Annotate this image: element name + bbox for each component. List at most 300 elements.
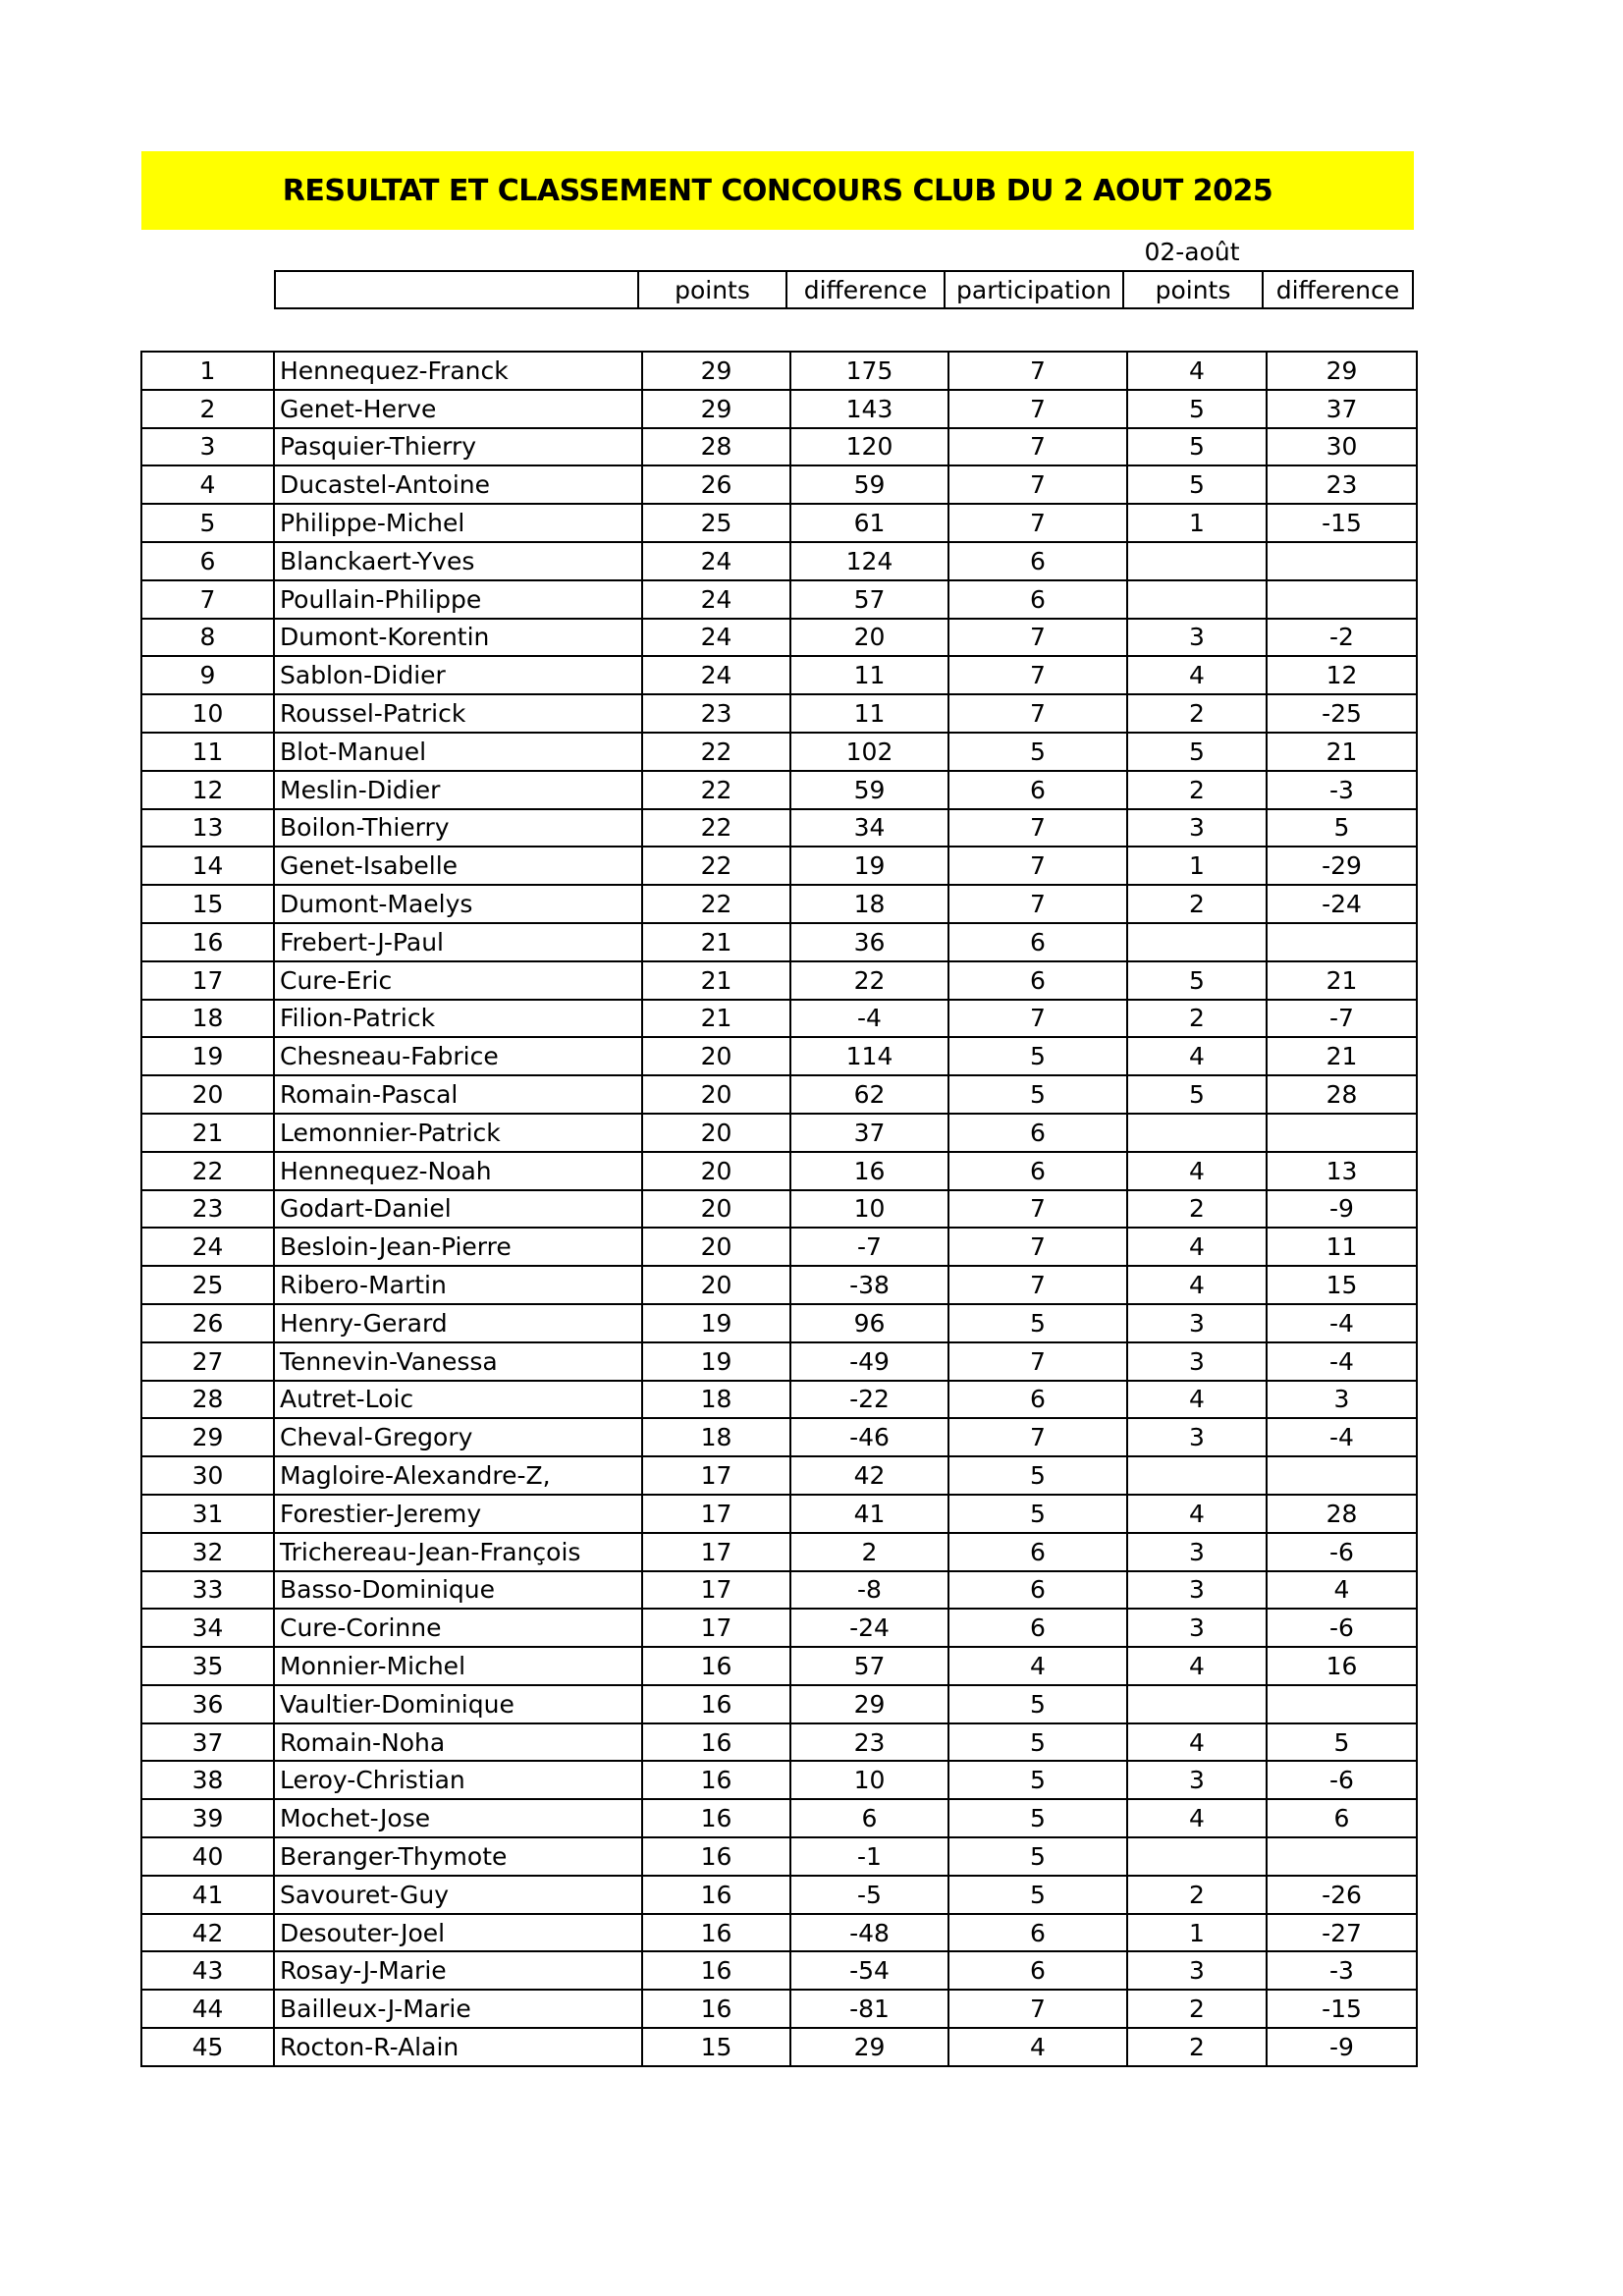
total-points-cell: 16 (642, 1799, 790, 1837)
participation-cell: 5 (948, 1495, 1127, 1533)
participation-cell: 4 (948, 2028, 1127, 2066)
rank-cell: 32 (141, 1533, 274, 1571)
total-points-cell: 22 (642, 847, 790, 885)
total-points-cell: 20 (642, 1114, 790, 1152)
total-difference-cell: -38 (790, 1266, 948, 1304)
player-name-cell: Basso-Dominique (274, 1571, 642, 1610)
player-name-cell: Ducastel-Antoine (274, 465, 642, 504)
rank-cell: 36 (141, 1685, 274, 1723)
total-points-cell: 26 (642, 465, 790, 504)
day-difference-cell: -9 (1267, 1190, 1417, 1229)
total-difference-cell: 18 (790, 885, 948, 923)
player-name-cell: Vaultier-Dominique (274, 1685, 642, 1723)
total-points-cell: 16 (642, 1914, 790, 1952)
table-row (141, 1647, 1417, 1685)
participation-cell: 7 (948, 847, 1127, 885)
rank-cell: 25 (141, 1266, 274, 1304)
player-name-cell: Genet-Herve (274, 390, 642, 428)
player-name-cell: Trichereau-Jean-François (274, 1533, 642, 1571)
participation-cell: 5 (948, 1761, 1127, 1799)
rank-cell: 44 (141, 1990, 274, 2028)
table-row (141, 847, 1417, 885)
total-difference-cell: -81 (790, 1990, 948, 2028)
total-difference-cell: 6 (790, 1799, 948, 1837)
player-name-cell: Romain-Noha (274, 1723, 642, 1762)
total-difference-cell: 34 (790, 809, 948, 847)
player-name-cell: Cheval-Gregory (274, 1418, 642, 1456)
day-difference-cell: -9 (1267, 2028, 1417, 2066)
total-points-cell: 18 (642, 1381, 790, 1419)
day-points-cell: 2 (1127, 771, 1267, 809)
table-row (141, 390, 1417, 428)
participation-cell: 7 (948, 1990, 1127, 2028)
rank-cell: 4 (141, 465, 274, 504)
day-difference-cell: 29 (1267, 352, 1417, 390)
total-difference-cell: 2 (790, 1533, 948, 1571)
day-points-cell: 2 (1127, 1190, 1267, 1229)
day-difference-cell: 15 (1267, 1266, 1417, 1304)
player-name-cell: Poullain-Philippe (274, 580, 642, 619)
participation-cell: 5 (948, 1837, 1127, 1876)
total-points-cell: 22 (642, 885, 790, 923)
total-points-cell: 22 (642, 771, 790, 809)
table-row (141, 1876, 1417, 1914)
participation-cell: 7 (948, 390, 1127, 428)
participation-cell: 6 (948, 1609, 1127, 1647)
participation-cell: 7 (948, 1190, 1127, 1229)
day-difference-cell: 13 (1267, 1152, 1417, 1190)
table-row (141, 1799, 1417, 1837)
total-difference-cell: -46 (790, 1418, 948, 1456)
day-difference-cell: -6 (1267, 1609, 1417, 1647)
day-difference-cell: 37 (1267, 390, 1417, 428)
participation-cell: 7 (948, 504, 1127, 542)
rank-cell: 41 (141, 1876, 274, 1914)
day-points-cell: 5 (1127, 465, 1267, 504)
day-points-cell: 2 (1127, 694, 1267, 733)
total-points-cell: 16 (642, 1723, 790, 1762)
total-difference-cell: 29 (790, 1685, 948, 1723)
participation-cell: 6 (948, 961, 1127, 1000)
total-difference-cell: -7 (790, 1228, 948, 1266)
rank-cell: 31 (141, 1495, 274, 1533)
total-difference-cell: 175 (790, 352, 948, 390)
day-points-cell: 3 (1127, 1761, 1267, 1799)
total-points-cell: 21 (642, 961, 790, 1000)
player-name-cell: Philippe-Michel (274, 504, 642, 542)
table-row (141, 1037, 1417, 1075)
total-points-cell: 20 (642, 1190, 790, 1229)
day-points-cell: 5 (1127, 1075, 1267, 1114)
day-points-cell: 3 (1127, 1951, 1267, 1990)
player-name-cell: Tennevin-Vanessa (274, 1342, 642, 1381)
participation-cell: 5 (948, 1075, 1127, 1114)
day-points-cell: 5 (1127, 390, 1267, 428)
participation-cell: 5 (948, 733, 1127, 771)
player-name-cell: Hennequez-Franck (274, 352, 642, 390)
total-points-cell: 17 (642, 1533, 790, 1571)
total-difference-cell: 41 (790, 1495, 948, 1533)
rank-cell: 17 (141, 961, 274, 1000)
table-row (141, 1000, 1417, 1038)
total-difference-cell: 61 (790, 504, 948, 542)
day-points-cell (1127, 1685, 1267, 1723)
participation-cell: 6 (948, 580, 1127, 619)
rank-cell: 14 (141, 847, 274, 885)
total-difference-cell: 114 (790, 1037, 948, 1075)
table-row (141, 809, 1417, 847)
total-difference-cell: 102 (790, 733, 948, 771)
total-points-cell: 23 (642, 694, 790, 733)
day-points-cell: 2 (1127, 1990, 1267, 2028)
day-points-cell: 5 (1127, 961, 1267, 1000)
rank-cell: 5 (141, 504, 274, 542)
total-points-cell: 29 (642, 390, 790, 428)
day-difference-cell (1267, 580, 1417, 619)
rank-cell: 42 (141, 1914, 274, 1952)
player-name-cell: Boilon-Thierry (274, 809, 642, 847)
rank-cell: 22 (141, 1152, 274, 1190)
table-row (141, 961, 1417, 1000)
day-points-cell: 5 (1127, 428, 1267, 466)
header-day-difference: difference (1263, 271, 1413, 308)
total-points-cell: 17 (642, 1609, 790, 1647)
player-name-cell: Frebert-J-Paul (274, 923, 642, 961)
total-points-cell: 19 (642, 1342, 790, 1381)
participation-cell: 7 (948, 1000, 1127, 1038)
day-points-cell: 3 (1127, 1304, 1267, 1342)
day-points-cell: 3 (1127, 1533, 1267, 1571)
ranking-table (140, 351, 1418, 2067)
table-row (141, 1951, 1417, 1990)
rank-cell: 43 (141, 1951, 274, 1990)
rank-cell: 10 (141, 694, 274, 733)
participation-cell: 4 (948, 1647, 1127, 1685)
participation-cell: 5 (948, 1456, 1127, 1495)
participation-cell: 5 (948, 1723, 1127, 1762)
total-difference-cell: 36 (790, 923, 948, 961)
player-name-cell: Chesneau-Fabrice (274, 1037, 642, 1075)
participation-cell: 7 (948, 694, 1127, 733)
total-points-cell: 24 (642, 656, 790, 694)
total-points-cell: 20 (642, 1037, 790, 1075)
participation-cell: 7 (948, 619, 1127, 657)
header-name (275, 271, 638, 308)
day-difference-cell: -15 (1267, 1990, 1417, 2028)
day-points-cell: 4 (1127, 1228, 1267, 1266)
rank-cell: 40 (141, 1837, 274, 1876)
day-difference-cell: -4 (1267, 1342, 1417, 1381)
rank-cell: 45 (141, 2028, 274, 2066)
participation-cell: 6 (948, 1152, 1127, 1190)
total-points-cell: 29 (642, 352, 790, 390)
player-name-cell: Godart-Daniel (274, 1190, 642, 1229)
day-difference-cell: 6 (1267, 1799, 1417, 1837)
day-difference-cell: 16 (1267, 1647, 1417, 1685)
header-difference: difference (786, 271, 945, 308)
day-difference-cell: 28 (1267, 1495, 1417, 1533)
rank-cell: 19 (141, 1037, 274, 1075)
rank-cell: 12 (141, 771, 274, 809)
day-difference-cell: 3 (1267, 1381, 1417, 1419)
table-row (141, 1685, 1417, 1723)
table-row (141, 1456, 1417, 1495)
total-points-cell: 16 (642, 1685, 790, 1723)
day-difference-cell: 4 (1267, 1571, 1417, 1610)
participation-cell: 5 (948, 1037, 1127, 1075)
player-name-cell: Pasquier-Thierry (274, 428, 642, 466)
total-difference-cell: 59 (790, 771, 948, 809)
rank-cell: 30 (141, 1456, 274, 1495)
table-row (141, 352, 1417, 390)
rank-cell: 38 (141, 1761, 274, 1799)
header-participation: participation (945, 271, 1123, 308)
day-points-cell: 3 (1127, 1342, 1267, 1381)
total-difference-cell: 19 (790, 847, 948, 885)
day-points-cell (1127, 1114, 1267, 1152)
player-name-cell: Beranger-Thymote (274, 1837, 642, 1876)
total-difference-cell: 57 (790, 580, 948, 619)
column-header-table (274, 270, 1414, 309)
table-row (141, 580, 1417, 619)
participation-cell: 7 (948, 1228, 1127, 1266)
ranking-table-body (141, 352, 1417, 2066)
player-name-cell: Magloire-Alexandre-Z, (274, 1456, 642, 1495)
total-difference-cell: 124 (790, 542, 948, 580)
participation-cell: 6 (948, 1571, 1127, 1610)
rank-cell: 11 (141, 733, 274, 771)
header-points: points (638, 271, 786, 308)
table-row (141, 428, 1417, 466)
total-difference-cell: -5 (790, 1876, 948, 1914)
participation-cell: 5 (948, 1876, 1127, 1914)
day-points-cell: 3 (1127, 809, 1267, 847)
day-difference-cell: 21 (1267, 1037, 1417, 1075)
participation-cell: 6 (948, 1951, 1127, 1990)
player-name-cell: Leroy-Christian (274, 1761, 642, 1799)
day-difference-cell: -3 (1267, 1951, 1417, 1990)
day-difference-cell (1267, 1114, 1417, 1152)
day-difference-cell: 28 (1267, 1075, 1417, 1114)
page-title: RESULTAT ET CLASSEMENT CONCOURS CLUB DU 2 AOUT 2025 (282, 173, 1273, 208)
rank-cell: 20 (141, 1075, 274, 1114)
total-points-cell: 16 (642, 1647, 790, 1685)
player-name-cell: Blanckaert-Yves (274, 542, 642, 580)
player-name-cell: Rosay-J-Marie (274, 1951, 642, 1990)
total-difference-cell: -8 (790, 1571, 948, 1610)
day-points-cell: 3 (1127, 619, 1267, 657)
total-difference-cell: 11 (790, 656, 948, 694)
participation-cell: 5 (948, 1799, 1127, 1837)
day-points-cell: 4 (1127, 1152, 1267, 1190)
total-difference-cell: -54 (790, 1951, 948, 1990)
participation-cell: 7 (948, 1418, 1127, 1456)
player-name-cell: Forestier-Jeremy (274, 1495, 642, 1533)
total-difference-cell: -1 (790, 1837, 948, 1876)
day-difference-cell: 11 (1267, 1228, 1417, 1266)
day-difference-cell: 5 (1267, 1723, 1417, 1762)
player-name-cell: Meslin-Didier (274, 771, 642, 809)
day-difference-cell: -7 (1267, 1000, 1417, 1038)
rank-cell: 34 (141, 1609, 274, 1647)
day-points-cell: 1 (1127, 1914, 1267, 1952)
day-difference-cell: -4 (1267, 1418, 1417, 1456)
total-difference-cell: 59 (790, 465, 948, 504)
player-name-cell: Monnier-Michel (274, 1647, 642, 1685)
total-points-cell: 17 (642, 1456, 790, 1495)
day-difference-cell: -29 (1267, 847, 1417, 885)
table-row (141, 1075, 1417, 1114)
table-row (141, 1266, 1417, 1304)
day-difference-cell (1267, 923, 1417, 961)
rank-cell: 7 (141, 580, 274, 619)
total-difference-cell: 96 (790, 1304, 948, 1342)
total-difference-cell: 11 (790, 694, 948, 733)
total-difference-cell: 10 (790, 1761, 948, 1799)
player-name-cell: Lemonnier-Patrick (274, 1114, 642, 1152)
total-points-cell: 16 (642, 1951, 790, 1990)
participation-cell: 7 (948, 885, 1127, 923)
total-points-cell: 25 (642, 504, 790, 542)
day-difference-cell (1267, 1837, 1417, 1876)
table-row (141, 1723, 1417, 1762)
rank-cell: 15 (141, 885, 274, 923)
day-points-cell: 3 (1127, 1609, 1267, 1647)
day-difference-cell: -3 (1267, 771, 1417, 809)
participation-cell: 5 (948, 1685, 1127, 1723)
day-points-cell: 4 (1127, 1723, 1267, 1762)
table-row (141, 1837, 1417, 1876)
total-difference-cell: 10 (790, 1190, 948, 1229)
day-difference-cell: -24 (1267, 885, 1417, 923)
player-name-cell: Rocton-R-Alain (274, 2028, 642, 2066)
player-name-cell: Autret-Loic (274, 1381, 642, 1419)
participation-cell: 5 (948, 1304, 1127, 1342)
total-points-cell: 21 (642, 1000, 790, 1038)
day-difference-cell: -6 (1267, 1761, 1417, 1799)
day-difference-cell: -6 (1267, 1533, 1417, 1571)
day-points-cell: 2 (1127, 2028, 1267, 2066)
day-points-cell: 5 (1127, 733, 1267, 771)
total-points-cell: 28 (642, 428, 790, 466)
day-points-cell: 4 (1127, 1799, 1267, 1837)
player-name-cell: Blot-Manuel (274, 733, 642, 771)
day-difference-cell (1267, 1456, 1417, 1495)
player-name-cell: Bailleux-J-Marie (274, 1990, 642, 2028)
player-name-cell: Henry-Gerard (274, 1304, 642, 1342)
table-row (141, 465, 1417, 504)
day-points-cell: 3 (1127, 1571, 1267, 1610)
player-name-cell: Hennequez-Noah (274, 1152, 642, 1190)
total-points-cell: 21 (642, 923, 790, 961)
rank-cell: 33 (141, 1571, 274, 1610)
rank-cell: 28 (141, 1381, 274, 1419)
rank-cell: 8 (141, 619, 274, 657)
participation-cell: 7 (948, 1266, 1127, 1304)
day-points-cell: 1 (1127, 504, 1267, 542)
day-points-cell (1127, 580, 1267, 619)
day-points-cell: 2 (1127, 1000, 1267, 1038)
table-row (141, 2028, 1417, 2066)
player-name-cell: Dumont-Maelys (274, 885, 642, 923)
table-row (141, 1381, 1417, 1419)
table-row (141, 733, 1417, 771)
player-name-cell: Romain-Pascal (274, 1075, 642, 1114)
player-name-cell: Roussel-Patrick (274, 694, 642, 733)
day-points-cell: 2 (1127, 1876, 1267, 1914)
table-row (141, 1761, 1417, 1799)
total-difference-cell: 23 (790, 1723, 948, 1762)
rank-cell: 3 (141, 428, 274, 466)
participation-cell: 6 (948, 1114, 1127, 1152)
day-difference-cell: 12 (1267, 656, 1417, 694)
total-points-cell: 20 (642, 1152, 790, 1190)
participation-cell: 6 (948, 923, 1127, 961)
total-difference-cell: -24 (790, 1609, 948, 1647)
table-row (141, 504, 1417, 542)
total-points-cell: 16 (642, 1761, 790, 1799)
rank-cell: 2 (141, 390, 274, 428)
player-name-cell: Savouret-Guy (274, 1876, 642, 1914)
table-row (141, 656, 1417, 694)
total-points-cell: 17 (642, 1495, 790, 1533)
table-row (141, 1228, 1417, 1266)
day-difference-cell: -26 (1267, 1876, 1417, 1914)
player-name-cell: Mochet-Jose (274, 1799, 642, 1837)
total-difference-cell: 57 (790, 1647, 948, 1685)
day-difference-cell: 21 (1267, 961, 1417, 1000)
table-row (141, 1418, 1417, 1456)
rank-cell: 9 (141, 656, 274, 694)
day-difference-cell (1267, 1685, 1417, 1723)
total-difference-cell: 20 (790, 619, 948, 657)
total-difference-cell: -49 (790, 1342, 948, 1381)
total-difference-cell: 42 (790, 1456, 948, 1495)
participation-cell: 6 (948, 542, 1127, 580)
total-difference-cell: 16 (790, 1152, 948, 1190)
participation-cell: 7 (948, 428, 1127, 466)
day-difference-cell: -25 (1267, 694, 1417, 733)
rank-cell: 39 (141, 1799, 274, 1837)
day-points-cell: 4 (1127, 656, 1267, 694)
total-points-cell: 20 (642, 1228, 790, 1266)
day-points-cell: 4 (1127, 1647, 1267, 1685)
day-points-cell: 4 (1127, 1495, 1267, 1533)
header-row (275, 271, 1413, 308)
total-difference-cell: 62 (790, 1075, 948, 1114)
rank-cell: 29 (141, 1418, 274, 1456)
day-difference-cell: -2 (1267, 619, 1417, 657)
table-row (141, 1914, 1417, 1952)
day-difference-cell: -15 (1267, 504, 1417, 542)
table-row (141, 1609, 1417, 1647)
total-difference-cell: -22 (790, 1381, 948, 1419)
participation-cell: 7 (948, 809, 1127, 847)
rank-cell: 16 (141, 923, 274, 961)
total-points-cell: 22 (642, 733, 790, 771)
total-points-cell: 15 (642, 2028, 790, 2066)
player-name-cell: Desouter-Joel (274, 1914, 642, 1952)
table-row (141, 885, 1417, 923)
rank-cell: 27 (141, 1342, 274, 1381)
table-row (141, 1495, 1417, 1533)
day-difference-cell: -4 (1267, 1304, 1417, 1342)
header-day-points: points (1123, 271, 1263, 308)
day-points-cell (1127, 542, 1267, 580)
participation-cell: 7 (948, 1342, 1127, 1381)
day-points-cell: 2 (1127, 885, 1267, 923)
table-row (141, 1571, 1417, 1610)
